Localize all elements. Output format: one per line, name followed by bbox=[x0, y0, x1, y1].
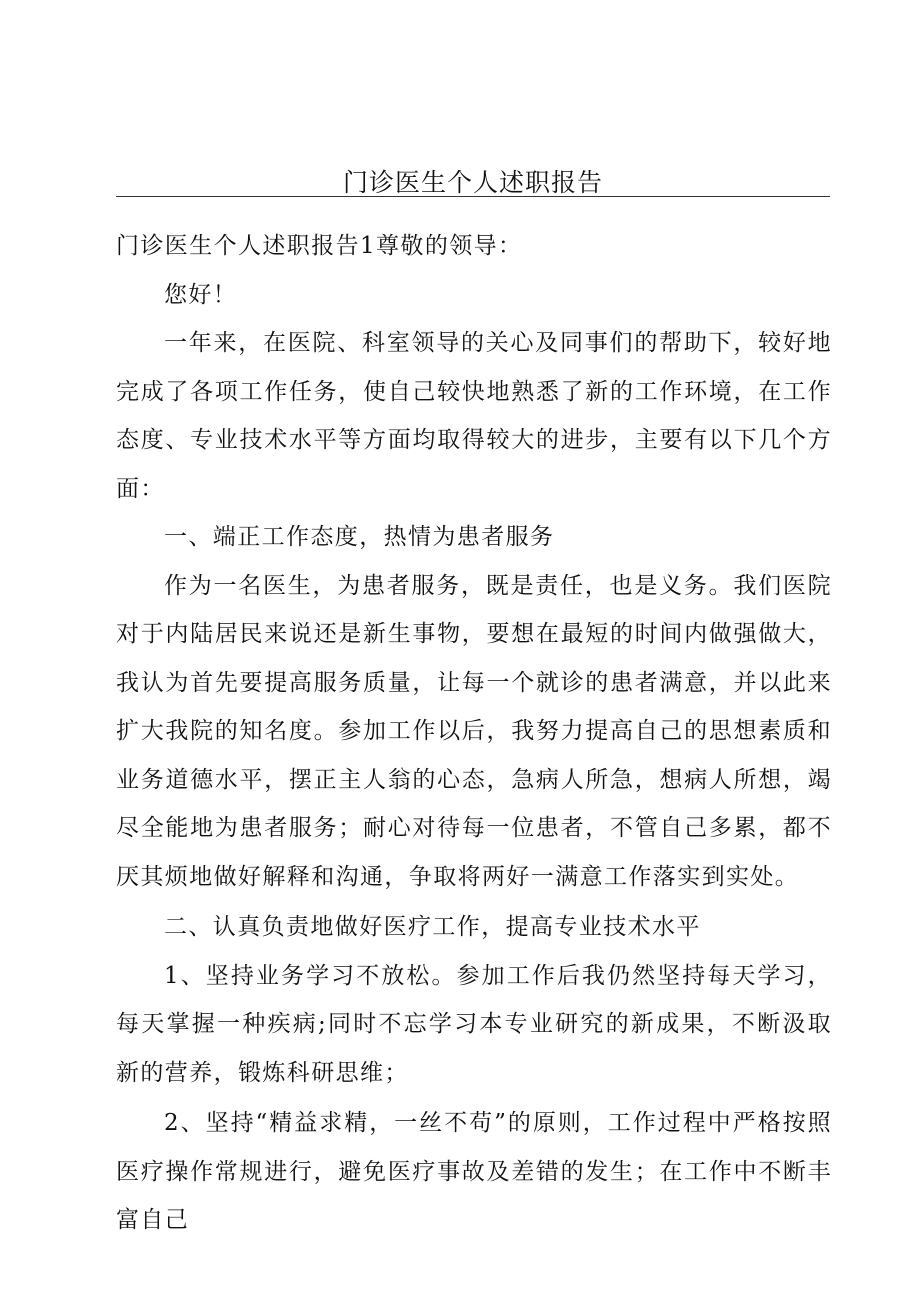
document-title: 门诊医生个人述职报告 bbox=[342, 168, 603, 197]
section-heading-2: 二、认真负责地做好医疗工作，提高专业技术水平 bbox=[164, 914, 701, 940]
opening-line: 门诊医生个人述职报告1尊敬的领导： bbox=[116, 233, 523, 259]
title-underline bbox=[116, 196, 830, 197]
section-2-item-2: 2、坚持“精益求精，一丝不苟”的原则，工作过程中严格按照医疗操作常规进行，避免医疗事故及差错的发生；在工作中不断丰富自己 bbox=[116, 1110, 832, 1233]
section-1-paragraph: 作为一名医生，为患者服务，既是责任，也是义务。我们医院对于内陆居民来说还是新生事物，要想在最短的时间内做强做大，我认为首先要提高服务质量，让每一个就诊的患者满意，并以此来扩大我院的知名度。参加工作以后，我努力提高自己的思想素质和业务道德水平，摆正主人翁的心态，急病人所急，想病人所想，竭尽全能地为患者服务；耐心对待每一位患者，不管自己多累，都不厌其烦地做好解释和沟通，争取将两好一满意工作落实到实处。 bbox=[116, 572, 832, 890]
intro-paragraph: 一年来，在医院、科室领导的关心及同事们的帮助下，较好地完成了各项工作任务，使自己较快地熟悉了新的工作环境，在工作态度、专业技术水平等方面均取得较大的进步，主要有以下几个方面： bbox=[116, 330, 832, 502]
document-body bbox=[116, 222, 832, 1245]
greeting: 您好！ bbox=[164, 281, 238, 308]
section-heading-1: 一、端正工作态度，热情为患者服务 bbox=[164, 524, 555, 550]
section-2-item-1: 1、坚持业务学习不放松。参加工作后我仍然坚持每天学习，每天掌握一种疾病;同时不忘学习本专业研究的新成果，不断汲取新的营养，锻炼科研思维； bbox=[116, 962, 832, 1086]
